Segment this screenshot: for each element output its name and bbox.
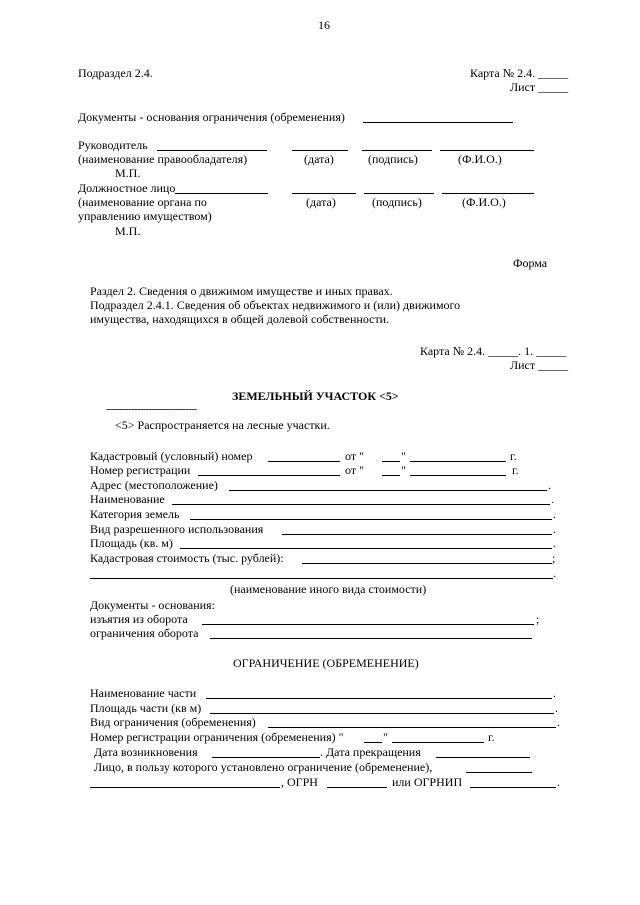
other-value-input[interactable]	[90, 578, 553, 579]
cadastral-quote: "	[401, 449, 406, 463]
card-number: Карта № 2.4. _____	[470, 66, 569, 80]
part-name-dot: .	[553, 686, 556, 700]
address-dot: .	[548, 478, 551, 492]
page-number: 16	[318, 18, 330, 32]
part-name-label: Наименование части	[90, 686, 197, 700]
cadastral-value-input[interactable]	[302, 563, 552, 564]
fio-caption-2: (Ф.И.О.)	[462, 195, 506, 209]
area-dot: .	[553, 536, 556, 550]
cadastral-year: г.	[510, 449, 517, 463]
restriction-type-input[interactable]	[268, 727, 556, 728]
form-label: Форма	[513, 256, 548, 270]
permitted-use-label: Вид разрешенного использования	[90, 522, 264, 536]
basis-docs-line[interactable]	[363, 122, 513, 123]
land-category-dot: .	[553, 507, 556, 521]
reg-day[interactable]	[382, 475, 400, 476]
basis-docs-label: Документы - основания ограничения (обременения)	[78, 110, 345, 124]
owner-name-caption: (наименование правообладателя)	[78, 152, 248, 166]
address-input[interactable]	[229, 490, 547, 491]
name-dot: .	[551, 492, 554, 506]
name-input[interactable]	[172, 504, 550, 505]
other-value-caption: (наименование иного вида стоимости)	[230, 582, 427, 596]
signature-caption-1: (подпись)	[368, 152, 418, 166]
cadastral-value-label: Кадастровая стоимость (тыс. рублей):	[90, 551, 284, 565]
ogrnip-dot: .	[557, 775, 560, 789]
start-date-input[interactable]	[212, 757, 320, 758]
section-line-2: Подраздел 2.4.1. Сведения об объектах недвижимого и (или) движимого	[90, 298, 461, 312]
restriction-reg-year: г.	[488, 730, 495, 744]
withdrawal-semicolon: ;	[536, 612, 540, 626]
ogrn-input[interactable]	[327, 787, 387, 788]
date-caption-2: (дата)	[306, 195, 336, 209]
other-value-dot: .	[553, 566, 556, 580]
sheet-number: Лист _____	[510, 80, 569, 94]
official-fio-line[interactable]	[442, 193, 534, 194]
head-signature-line[interactable]	[362, 150, 432, 151]
agency-caption-2: управлению имуществом)	[78, 209, 212, 223]
head-label: Руководитель	[78, 138, 148, 152]
reg-month[interactable]	[410, 475, 506, 476]
beneficiary-input[interactable]	[466, 772, 532, 773]
stamp-label-2: М.П.	[115, 224, 141, 238]
head-line[interactable]	[157, 150, 267, 151]
restriction-reg-day[interactable]	[364, 742, 382, 743]
date-caption-1: (дата)	[304, 152, 334, 166]
permitted-use-dot: .	[553, 522, 556, 536]
address-label: Адрес (местоположение)	[90, 478, 218, 492]
land-category-label: Категория земель	[90, 507, 180, 521]
reg-year: г.	[512, 463, 519, 477]
beneficiary-label: Лицо, в пользу которого установлено ограничение (обременение),	[94, 760, 433, 774]
cadastral-value-semicolon: ;	[552, 551, 556, 565]
beneficiary-name-input[interactable]	[90, 787, 280, 788]
agency-caption-1: (наименование органа по	[78, 195, 207, 209]
restriction-reg-month[interactable]	[392, 742, 484, 743]
land-category-input[interactable]	[190, 519, 552, 520]
restriction-type-label: Вид ограничения (обременения)	[90, 715, 256, 729]
withdrawal-label: изъятия из оборота	[90, 612, 188, 626]
head-fio-line[interactable]	[440, 150, 534, 151]
part-area-label: Площадь части (кв м)	[90, 701, 202, 715]
reg-number-input[interactable]	[198, 475, 340, 476]
part-area-dot: .	[555, 701, 558, 715]
cadastral-month[interactable]	[410, 461, 506, 462]
docs-basis-label: Документы - основания:	[90, 598, 215, 612]
ogrn-label: , ОГРН	[281, 775, 318, 789]
sheet-number-2: Лист _____	[510, 358, 569, 372]
restriction-title: ОГРАНИЧЕНИЕ (ОБРЕМЕНЕНИЕ)	[233, 656, 419, 670]
stamp-label-1: М.П.	[115, 166, 141, 180]
official-line[interactable]	[175, 193, 268, 194]
withdrawal-input[interactable]	[202, 624, 534, 625]
name-label: Наименование	[90, 492, 165, 506]
restriction-turnover-label: ограничения оборота	[90, 626, 199, 640]
restriction-turnover-input[interactable]	[210, 638, 532, 639]
restriction-type-dot: .	[557, 715, 560, 729]
section-line-1: Раздел 2. Сведения о движимом имуществе и иных правах.	[90, 284, 393, 298]
section-line-3: имущества, находящихся в общей долевой собственности.	[90, 312, 390, 326]
area-input[interactable]	[180, 548, 552, 549]
area-label: Площадь (кв. м)	[90, 536, 173, 550]
reg-number-label: Номер регистрации	[90, 463, 191, 477]
official-date-line[interactable]	[292, 193, 356, 194]
land-plot-title: ЗЕМЕЛЬНЫЙ УЧАСТОК <5>	[232, 389, 399, 403]
ogrnip-label: или ОГРНИП	[392, 775, 463, 789]
official-signature-line[interactable]	[364, 193, 434, 194]
ogrnip-input[interactable]	[470, 787, 556, 788]
cadastral-day[interactable]	[382, 461, 400, 462]
reg-quote: "	[401, 463, 406, 477]
start-date-label: Дата возникновения	[94, 745, 198, 759]
cadastral-from: от "	[345, 449, 364, 463]
signature-caption-2: (подпись)	[372, 195, 422, 209]
official-label: Должностное лицо	[78, 181, 176, 195]
head-date-line[interactable]	[292, 150, 348, 151]
footnote-separator: --------------------------------	[106, 404, 197, 415]
card-number-2: Карта № 2.4. _____. 1. _____	[420, 344, 567, 358]
subsection-label: Подраздел 2.4.	[78, 66, 153, 80]
cadastral-input[interactable]	[268, 461, 340, 462]
end-date-input[interactable]	[436, 757, 530, 758]
part-name-input[interactable]	[206, 698, 552, 699]
footnote-text: <5> Распространяется на лесные участки.	[115, 418, 330, 432]
permitted-use-input[interactable]	[282, 534, 552, 535]
fio-caption-1: (Ф.И.О.)	[458, 152, 502, 166]
part-area-input[interactable]	[210, 713, 554, 714]
end-date-label: . Дата прекращения	[320, 745, 421, 759]
cadastral-label: Кадастровый (условный) номер	[90, 449, 253, 463]
reg-from: от "	[345, 463, 364, 477]
restriction-reg-quote: "	[383, 730, 388, 744]
restriction-reg-label: Номер регистрации ограничения (обременения) "	[90, 730, 344, 744]
